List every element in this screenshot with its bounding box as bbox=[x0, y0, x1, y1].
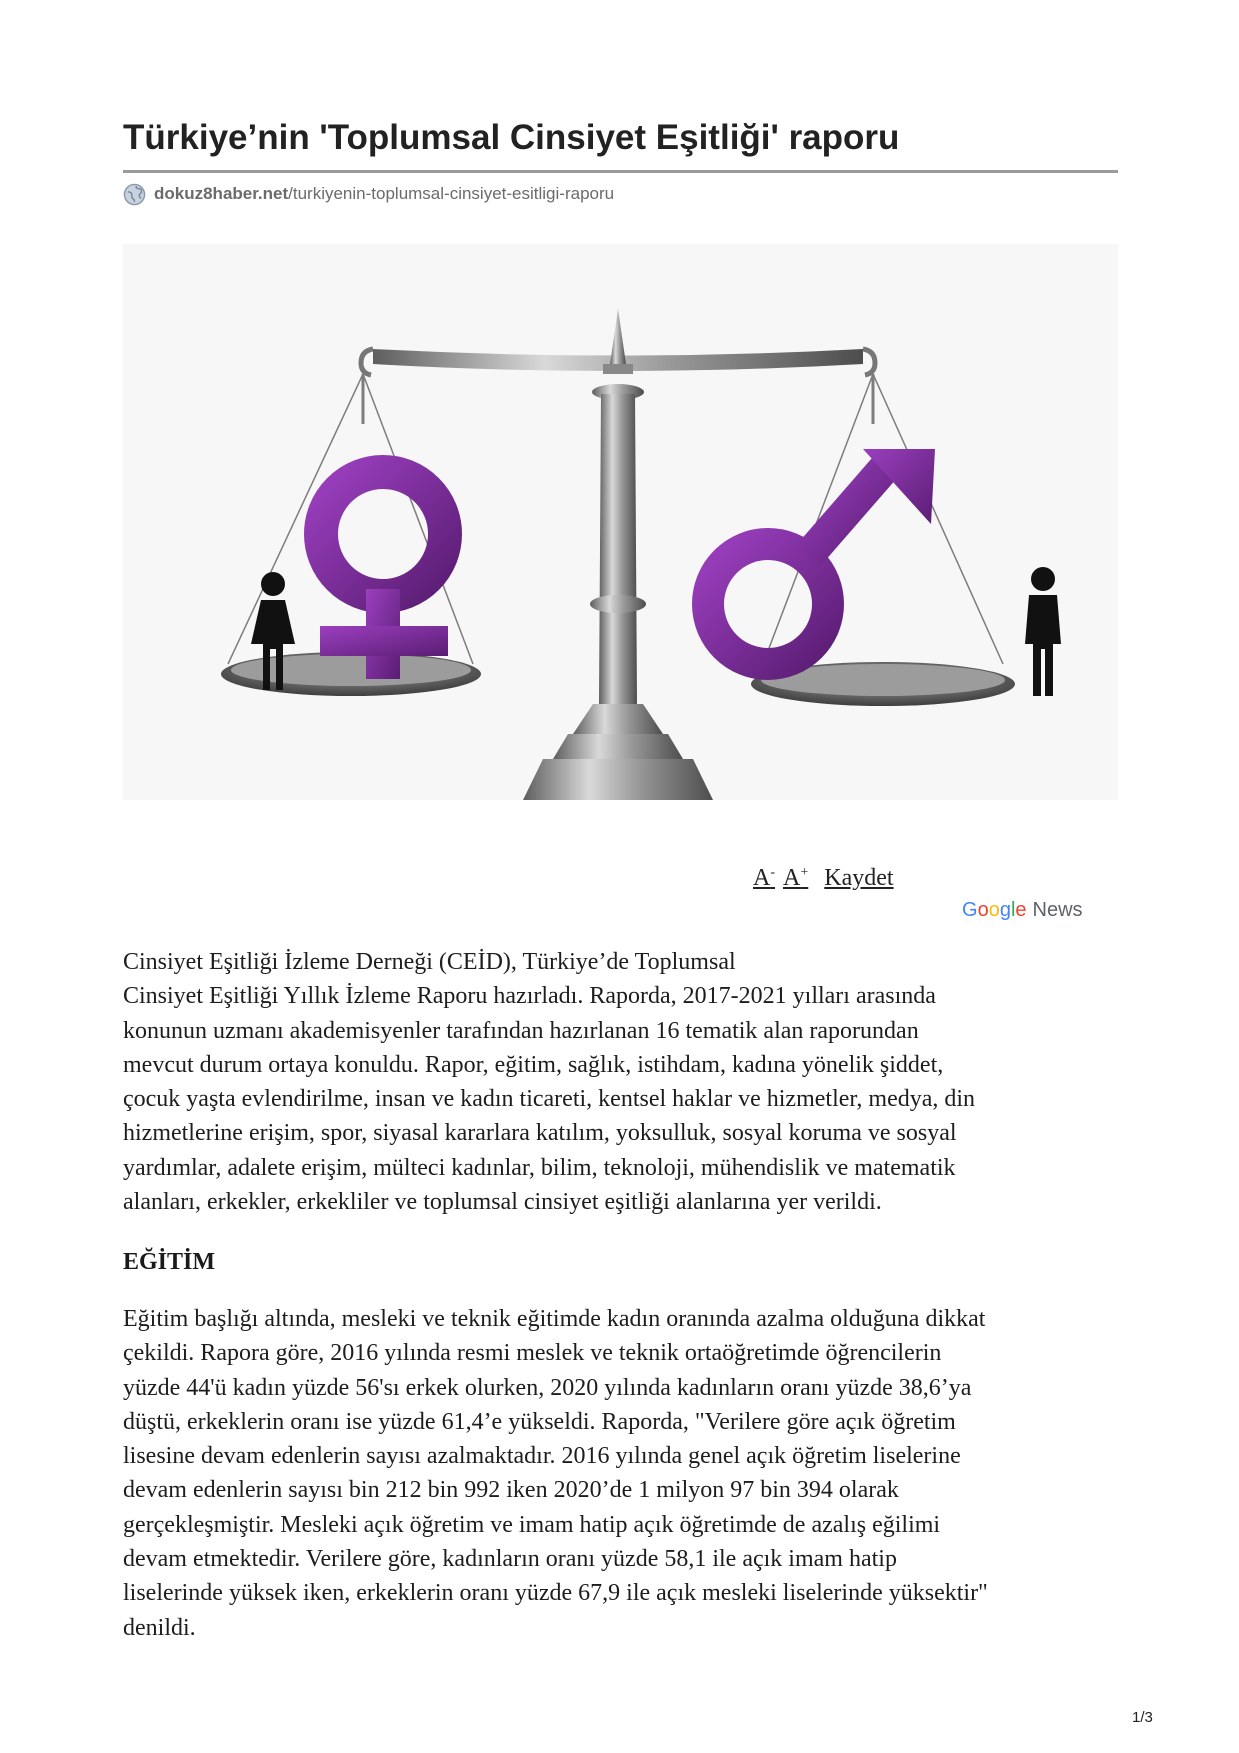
title-divider bbox=[123, 170, 1118, 173]
text-line: düştü, erkeklerin oranı ise yüzde 61,4’e yükseldi. Raporda, "Verilere göre açık öğretim bbox=[123, 1408, 956, 1435]
globe-icon bbox=[123, 183, 146, 206]
text-line: lisesine devam edenlerin sayısı azalmaktadır. 2016 yılında genel açık öğretim liselerine bbox=[123, 1443, 961, 1470]
text-line: çekildi. Rapora göre, 2016 yılında resmi meslek ve teknik ortaöğretimde öğrencilerin bbox=[123, 1340, 942, 1367]
source-path: /turkiyenin-toplumsal-cinsiyet-esitligi-raporu bbox=[288, 184, 615, 203]
text-line: Eğitim başlığı altında, mesleki ve teknik eğitimde kadın oranında azalma olduğuna dikkat bbox=[123, 1306, 986, 1332]
page-number: 1/3 bbox=[1132, 1709, 1153, 1726]
font-increase-button[interactable]: A+ bbox=[783, 865, 809, 891]
source-link[interactable] bbox=[123, 181, 614, 207]
font-decrease-button[interactable]: A- bbox=[753, 865, 776, 891]
text-line: devam edenlerin sayısı bin 212 bin 992 iken 2020’de 1 milyon 97 bin 394 olarak bbox=[123, 1477, 899, 1504]
article-title: Türkiye’nin 'Toplumsal Cinsiyet Eşitliği' raporu bbox=[123, 118, 900, 157]
text-line: denildi. bbox=[123, 1614, 196, 1641]
section-heading-education: EĞİTİM bbox=[123, 1249, 216, 1275]
education-paragraph bbox=[123, 1302, 1118, 1645]
text-line: çocuk yaşta evlendirilme, insan ve kadın ticareti, kentsel haklar ve hizmetler, medya, din bbox=[123, 1086, 976, 1113]
text-line: konunun uzmanı akademisyenler tarafından hazırlanan 16 tematik alan raporundan bbox=[123, 1017, 919, 1044]
text-line: mevcut durum ortaya konuldu. Rapor, eğitim, sağlık, istihdam, kadına yönelik şiddet, bbox=[123, 1051, 944, 1078]
article-hero-image bbox=[123, 244, 1118, 800]
text-line: Cinsiyet Eşitliği İzleme Derneği (CEİD), Türkiye’de Toplumsal bbox=[123, 949, 736, 975]
text-line: alanları, erkekler, erkekliler ve toplumsal cinsiyet eşitliği alanlarına yer verildi. bbox=[123, 1189, 882, 1216]
intro-paragraph bbox=[123, 945, 1118, 1219]
text-line: devam etmektedir. Verilere göre, kadınların oranı yüzde 58,1 ile açık imam hatip bbox=[123, 1546, 897, 1573]
text-line: yüzde 44'ü kadın yüzde 56'sı erkek olurken, 2020 yılında kadınların oranı yüzde 38,6’ya bbox=[123, 1374, 972, 1401]
google-news-logo[interactable]: G o o g l e News bbox=[962, 898, 1083, 921]
text-line: liselerinde yüksek iken, erkeklerin oranı yüzde 67,9 ile açık mesleki liselerinde yüksektir" bbox=[123, 1580, 988, 1607]
article-tools bbox=[753, 865, 894, 893]
source-domain: dokuz8haber.net bbox=[154, 184, 289, 203]
text-line: hizmetlerine erişim, spor, siyasal kararlara katılım, yoksulluk, sosyal koruma ve sosyal bbox=[123, 1120, 957, 1147]
save-button[interactable]: Kaydet bbox=[824, 865, 894, 891]
text-line: gerçekleşmiştir. Mesleki açık öğretim ve imam hatip açık öğretimde de azalış eğilimi bbox=[123, 1511, 941, 1538]
text-line: Cinsiyet Eşitliği Yıllık İzleme Raporu hazırladı. Raporda, 2017-2021 yılları arasında bbox=[123, 983, 936, 1010]
text-line: yardımlar, adalete erişim, mülteci kadınlar, bilim, teknoloji, mühendislik ve matematik bbox=[123, 1154, 956, 1181]
